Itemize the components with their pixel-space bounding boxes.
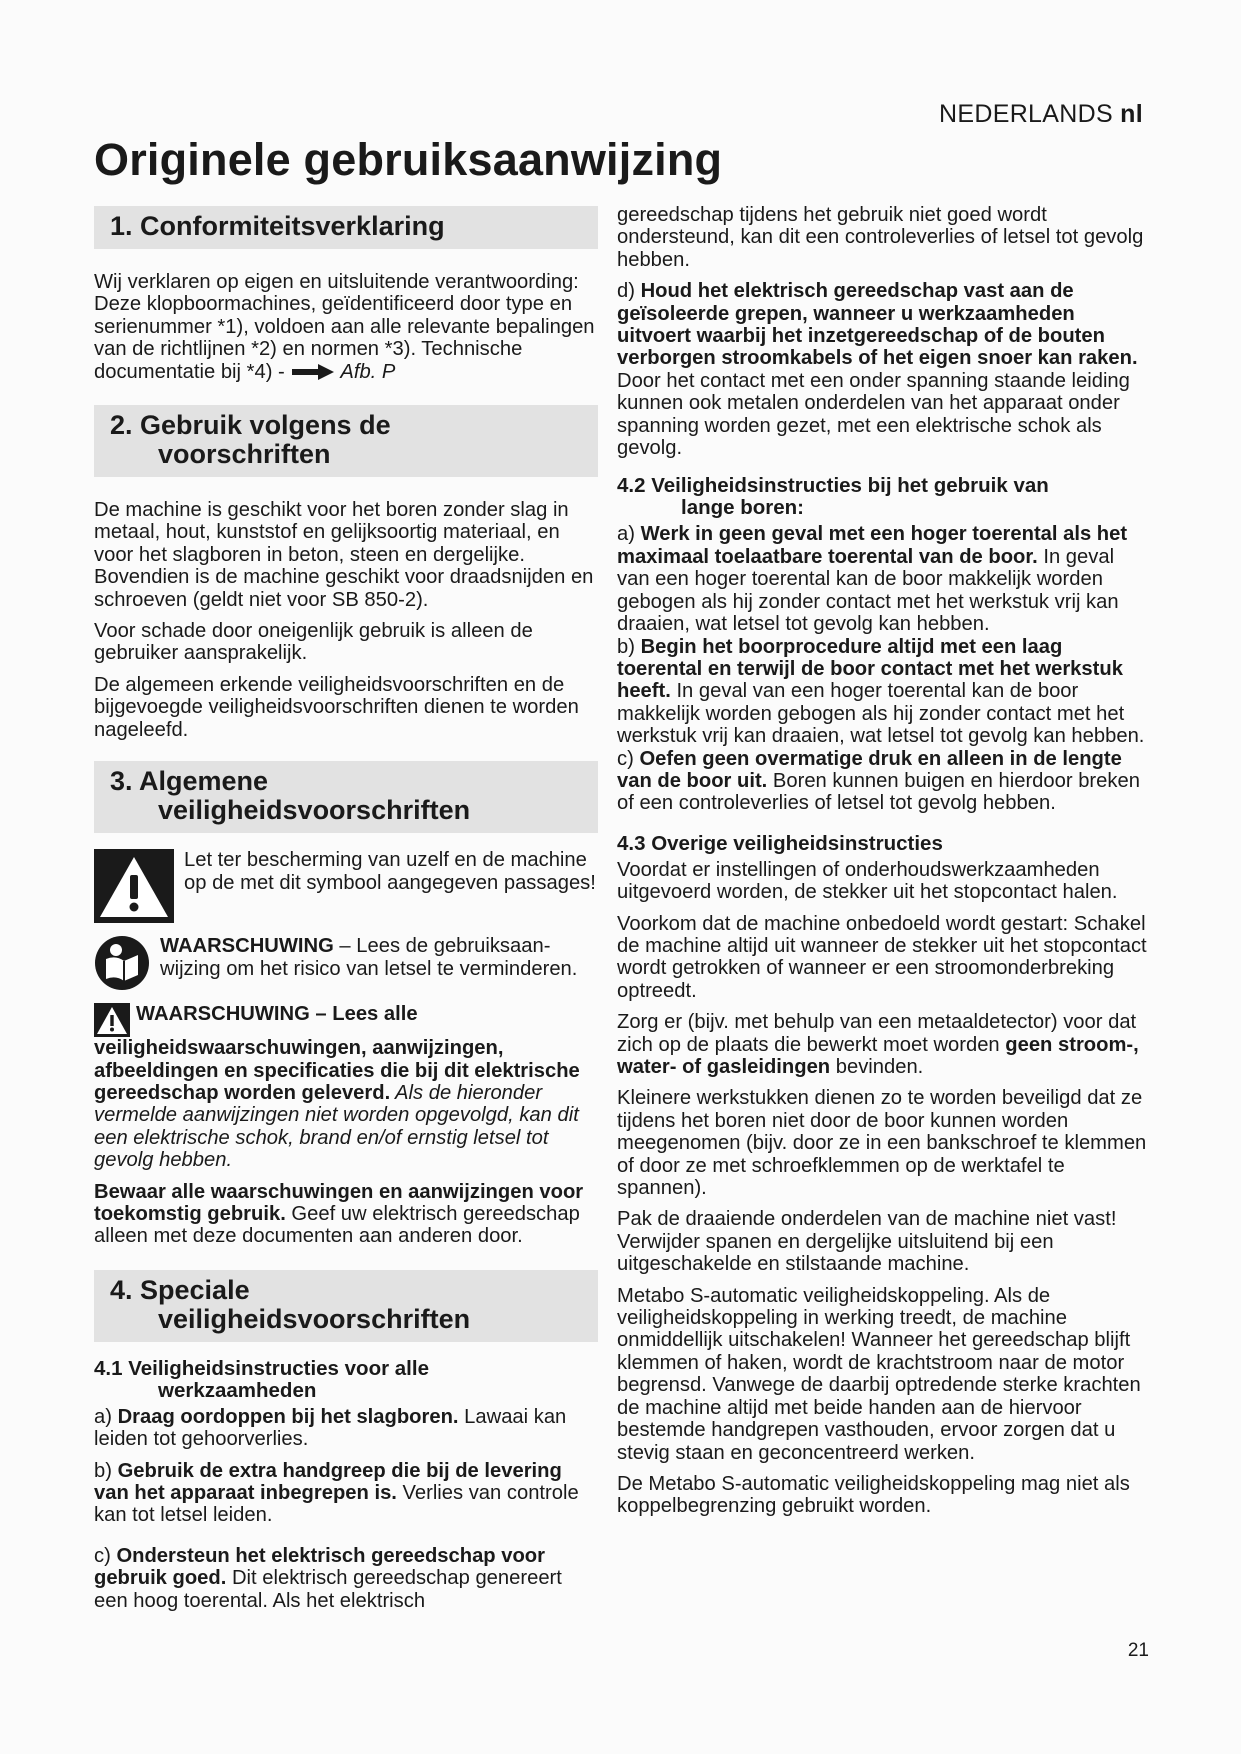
section-title: 1. Conformiteitsverklaring — [110, 211, 445, 241]
instruction-d: d) Houd het elektrisch gereedschap vast aan de geïsoleerde grepen, wanneer u werkzaamheden uitvoert waarbij het inzetgereedschap of de bouten verborgen stroomkabels of het eigen snoer kan raken. Door het contact met een onder spanning staande leiding kunnen ook metalen onderdelen van het apparaat onder spanning worden gezet, met een elektrische schok als gevolg. — [617, 280, 1138, 460]
general-warning: WAARSCHUWING – Lees alle veiligheidswaarschuwingen, aanwijzingen, afbeeldingen en specificaties die bij dit elektrische gereedschap worden geleverd. Als de hieronder vermelde aanwijzingen niet worden opgevolgd, kan dit een elektrische schok, brand en/of ernstig letsel tot gevolg hebben. — [94, 1003, 580, 1172]
left-column — [94, 206, 598, 1621]
page-title: Originele gebruiksaanwijzing — [94, 134, 723, 185]
subsection-heading-4-3: 4.3 Overige veiligheidsinstructies — [617, 831, 943, 855]
long-drill-instruction-b: b) Begin het boorprocedure altijd met een laag toerental en terwijl de boor contact met het werkstuk heeft. In geval van een hoger toerental kan de boor makkelijk worden gebogen als hij zonder contact met het werkstuk vrij kan draaien, wat letsel tot gevolg kan hebben. — [617, 635, 1145, 748]
warning-triangle-icon — [94, 1003, 130, 1037]
language-indicator — [939, 100, 1143, 129]
section-heading-1 — [94, 206, 598, 249]
warning-read-manual: WAARSCHUWING – Lees de gebruiksaanwijzing om het risico van letsel te verminderen. — [94, 935, 598, 991]
paragraph: Pak de draaiende onderdelen van de machine niet vast! Verwijder spanen en dergelijke uitsluitend bij een uitgeschakelde en stilstaande machine. — [617, 1208, 1117, 1276]
instruction-c: c) Ondersteun het elektrisch gereedschap voor gebruik goed. Dit elektrisch gereedschap genereert een hoog toerental. Als het elektrisch — [94, 1544, 562, 1612]
paragraph: Kleinere werkstukken dienen zo te worden beveiligd dat ze tijdens het boren niet door de boor kunnen worden meegenomen (bijv. door ze in een bankschroef te klemmen of door ze met schroefklemmen op de werktafel te spannen). — [617, 1087, 1147, 1200]
paragraph: Metabo S-automatic veiligheidskoppeling. Als de veiligheidskoppeling in werking treedt, de machine onmiddellijk uitschakelen! Wanneer het gereedschap blijft klemmen of haken, wordt de krachtstroom naar de motor begrensd. Vanwege de daarbij optredende sterke krachten de machine altijd met beide handen aan de hiervoor bestemde handgrepen vasthouden, ervoor zorgen dat u stevig staan en geconcentreerd werken. — [617, 1284, 1141, 1464]
instruction-b: b) Gebruik de extra handgreep die bij de levering van het apparaat inbegrepen is. Verlies van controle kan tot letsel leiden. — [94, 1459, 579, 1527]
warning-triangle-icon — [94, 849, 174, 923]
symbol-note — [94, 849, 598, 923]
long-drill-instruction-c: c) Oefen geen overmatige druk en alleen in de lengte van de boor uit. Boren kunnen buigen en hierdoor breken of een controleverlies of letsel tot gevolg hebben. — [617, 747, 1140, 815]
paragraph: Zorg er (bijv. met behulp van een metaaldetector) voor dat zich op de plaats die bewerkt moet worden geen stroom-, water- of gasleidingen bevinden. — [617, 1011, 1139, 1078]
symbol-note-text: Let ter bescherming van uzelf en de machine op de met dit symbool aangegeven passages! — [184, 849, 596, 894]
section-heading-4: 4. Speciale veiligheidsvoorschriften — [94, 1270, 598, 1342]
read-manual-icon — [94, 935, 150, 991]
paragraph: De Metabo S-automatic veiligheidskoppeling mag niet als koppelbegrenzing gebruikt worden. — [617, 1472, 1130, 1518]
instruction-a: a) Draag oordoppen bij het slagboren. Lawaai kan leiden tot gehoorverlies. — [94, 1405, 567, 1451]
language-name: NEDERLANDS — [939, 100, 1113, 128]
paragraph: Voorkom dat de machine onbedoeld wordt gestart: Schakel de machine altijd uit wanneer de stekker uit het stopcontact wordt getrokken of wanneer er een stroomonderbreking optreedt. — [617, 912, 1147, 1002]
language-code: nl — [1120, 100, 1143, 128]
paragraph: Voordat er instellingen of onderhoudswerkzaamheden uitgevoerd worden, de stekker uit het stopcontact halen. — [617, 858, 1118, 904]
keep-instructions: Bewaar alle waarschuwingen en aanwijzingen voor toekomstig gebruik. Geef uw elektrisch gereedschap alleen met deze documenten aan anderen door. — [94, 1180, 584, 1248]
arrow-right-icon — [292, 364, 334, 380]
subsection-heading-4-1: 4.1 Veiligheidsinstructies voor alle werkzaamheden — [94, 1356, 429, 1402]
page-number: 21 — [1127, 1640, 1149, 1661]
long-drill-instruction-a: a) Werk in geen geval met een hoger toerental als het maximaal toelaatbare toerental van de boor. In geval van een hoger toerental kan de boor makkelijk worden gebogen als hij zonder contact met het werkstuk vrij kan draaien, wat letsel tot gevolg kan hebben. — [617, 523, 1128, 636]
figure-reference: Afb. P — [340, 360, 396, 383]
conformity-paragraph: Wij verklaren op eigen en uitsluitende verantwoording: Deze klopboormachines, geïdentificeerd door type en serienummer *1), voldoen aan alle relevante bepalingen van de richtlijnen *2) en normen *3). Technische documentatie bij *4) - Afb. P — [94, 271, 595, 383]
paragraph: De algemeen erkende veiligheidsvoorschriften en de bijgevoegde veiligheidsvoorschriften dienen te worden nageleefd. — [94, 673, 579, 741]
section-heading-2: 2. Gebruik volgens de voorschriften — [94, 405, 598, 477]
right-column — [617, 204, 1147, 1527]
paragraph: Voor schade door oneigenlijk gebruik is alleen de gebruiker aansprakelijk. — [94, 620, 533, 665]
section-heading-3: 3. Algemene veiligheidsvoorschriften — [94, 761, 598, 833]
paragraph: De machine is geschikt voor het boren zonder slag in metaal, hout, kunststof en gelijksoortig materiaal, en voor het slagboren in beton, steen en dergelijke. Bovendien is de machine geschikt voor draadsnijden en schroeven (geldt niet voor SB 850-2). — [94, 499, 594, 611]
instruction-c-continued: gereedschap tijdens het gebruik niet goed wordt ondersteund, kan dit een controleverlies of letsel tot gevolg hebben. — [617, 204, 1144, 271]
subsection-heading-4-2: 4.2 Veiligheidsinstructies bij het gebruik van lange boren: — [617, 474, 1049, 520]
